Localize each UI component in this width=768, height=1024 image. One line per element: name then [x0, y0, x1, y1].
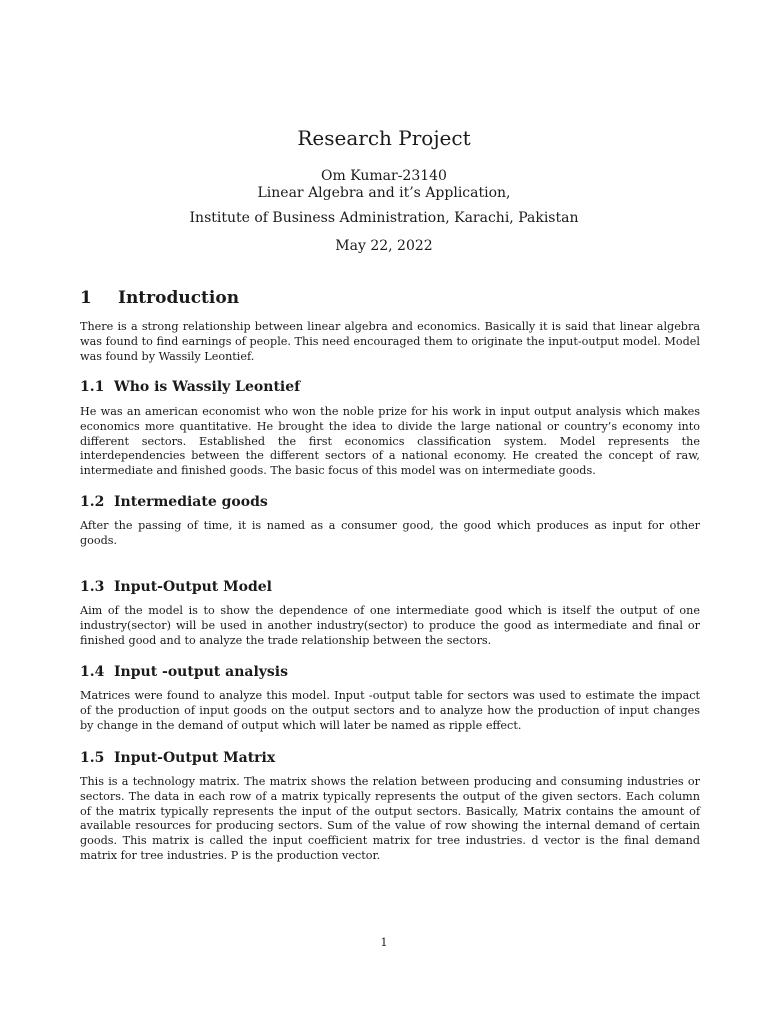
- section-title: Intermediate goods: [114, 494, 268, 510]
- section-number: 1.5: [80, 750, 105, 766]
- section-number: 1.3: [80, 579, 105, 595]
- section-title: Who is Wassily Leontief: [114, 379, 301, 395]
- institute: Institute of Business Administration, Karachi, Pakistan: [189, 210, 579, 226]
- section-number: 1.2: [80, 494, 105, 510]
- section-paragraph-input-output-model: Aim of the model is to show the dependence of one intermediate good which is itself the output of one industry(sector) will be used in another industry(sector) to produce the good as intermediate and final or finished good and to analyze the trade relationship between the sectors.: [80, 604, 700, 647]
- section-heading-input-output-matrix: [80, 750, 686, 766]
- section-paragraph-who-is-leontief: He was an american economist who won the noble prize for his work in input output analysis which makes economics more quantitative. He brought the idea to divide the large national or country’s economy into different sectors. Established the first economics classification system. Model represents the interdependencies between the different sectors of a national economy. He created the concept of raw, intermediate and finished goods. The basic focus of this model was on intermediate goods.: [80, 405, 700, 478]
- section-title: Input -output analysis: [114, 664, 288, 680]
- section-paragraph-introduction: There is a strong relationship between linear algebra and economics. Basically it is said that linear algebra was found to find earnings of people. This need encouraged them to originate the input-output model. Model was found by Wassily Leontief.: [80, 320, 700, 363]
- section-title: Input-Output Model: [114, 579, 272, 595]
- section-number: 1: [80, 288, 92, 308]
- section-number: 1.4: [80, 664, 105, 680]
- paper-date: May 22, 2022: [335, 238, 433, 254]
- section-number: 1.1: [80, 379, 105, 395]
- section-heading-who-is-leontief: [80, 379, 686, 395]
- section-title: Input-Output Matrix: [114, 750, 276, 766]
- section-title: Introduction: [118, 288, 240, 308]
- section-heading-input-output-analysis: [80, 664, 686, 680]
- section-heading-input-output-model: [80, 579, 686, 595]
- section-heading-intermediate-goods: [80, 494, 686, 510]
- section-paragraph-input-output-matrix: This is a technology matrix. The matrix shows the relation between producing and consuming industries or sectors. The data in each row of a matrix typically represents the output of the given sectors. Each column of the matrix typically represents the input of the output sectors. Basically, Matrix contains the amount of available resources for producing sectors. Sum of the value of row showing the internal demand of certain goods. This matrix is called the input coefficient matrix for tree industries. d vector is the final demand matrix for tree industries. P is the production vector.: [80, 775, 700, 862]
- section-paragraph-input-output-analysis: Matrices were found to analyze this model. Input -output table for sectors was used to estimate the impact of the production of input goods on the output sectors and to analyze how the production of input changes by change in the demand of output which will later be named as ripple effect.: [80, 689, 700, 732]
- author-block: [0, 168, 768, 202]
- page-number: 1: [380, 936, 388, 949]
- author-name: Om Kumar-23140: [321, 168, 447, 184]
- course-name: Linear Algebra and it’s Application,: [257, 185, 511, 201]
- section-heading-introduction: [80, 288, 686, 308]
- paper-title: Research Project: [297, 126, 471, 150]
- section-paragraph-intermediate-goods: After the passing of time, it is named as a consumer good, the good which produces as input for other goods.: [80, 519, 700, 547]
